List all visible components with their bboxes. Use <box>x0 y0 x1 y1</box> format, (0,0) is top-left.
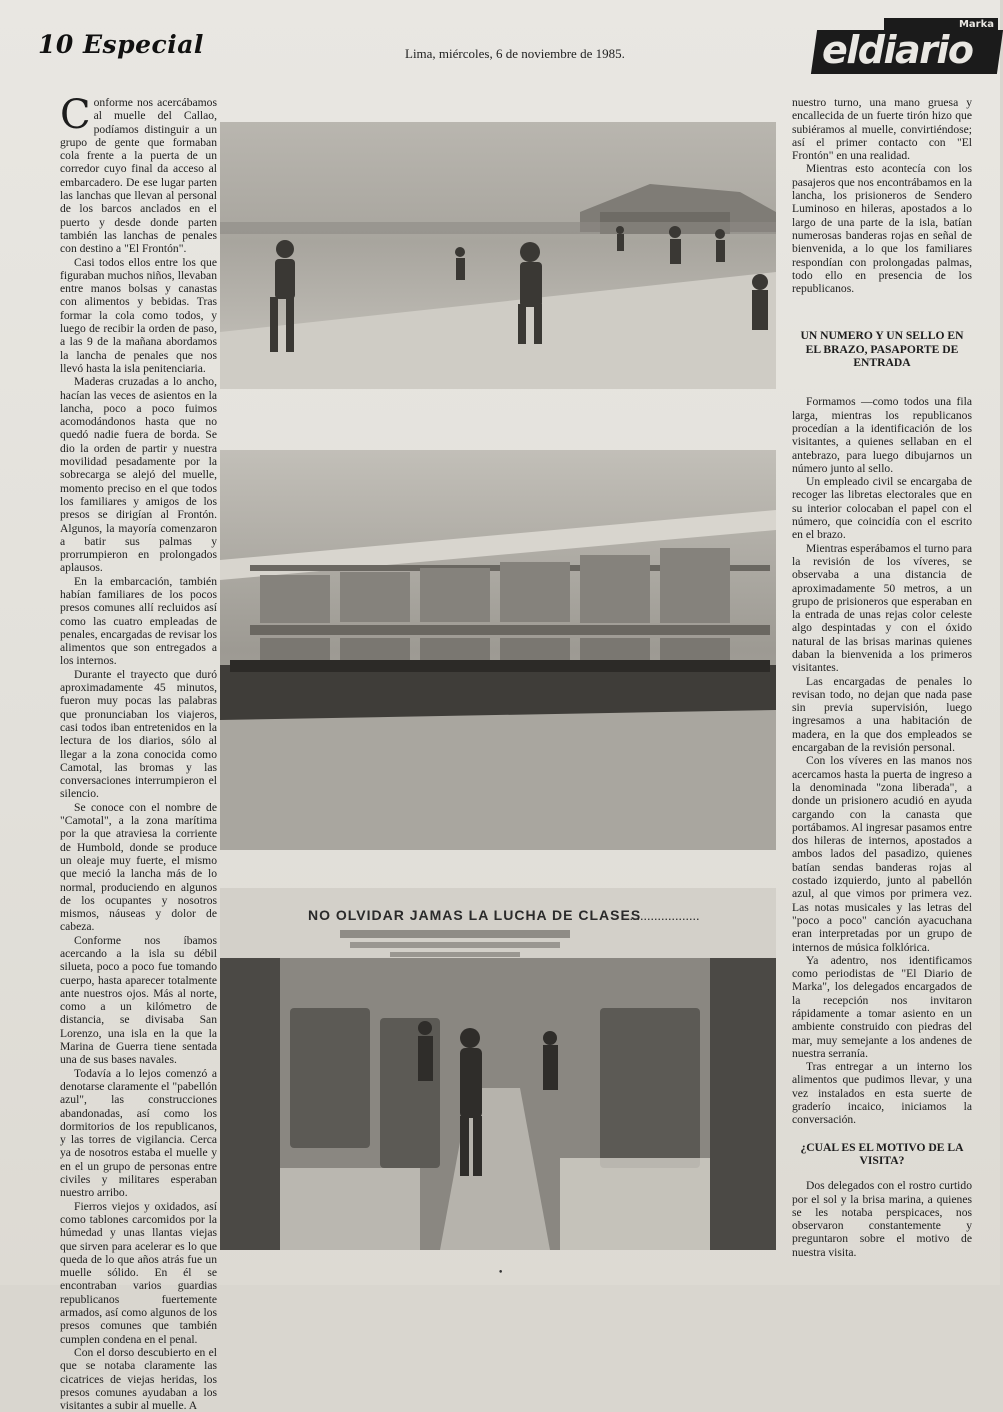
article-paragraph: En la embarcación, también habían familiares de los pocos presos comunes allí recluidos así como las cuatro empleadas de penales, encargadas de revisar los alimentos que son entregados a los internos. <box>60 574 217 668</box>
masthead <box>0 0 1000 78</box>
subheading: ¿CUAL ES EL MOTIVO DE LA VISITA? <box>800 1140 964 1167</box>
article-paragraph: Con el dorso descubierto en el que se notaba claramente las cicatrices de viejas heridas, los presos comunes ayudaban a los visitantes a subir al muelle. A <box>60 1345 217 1412</box>
photo-pavilion-assembly <box>220 450 776 850</box>
article-paragraph: Mientras esto acontecía con los pasajeros que nos encontrábamos en la lancha, los prisioneros de Sendero Luminoso en hileras, apostados a lo largo de una parte de la isla, batían numerosas banderas rojas en señal de bienvenida, a lo que los familiares respondían con prolongadas palmas, todo ello en presencia de los republicanos. <box>792 162 972 296</box>
article-paragraph: Con los víveres en las manos nos acercamos hasta la puerta de ingreso a la denominada "zona liberada", a donde un prisionero acudió en ayuda cargando con la canasta que portábamos. Al ingresar pasamos entre dos hileras de internos, apostados a ambos lados del pasadizo, quienes batían sendas banderas rojas al costado izquierdo, junto al pabellón azul, al que vimos por primera vez. Las notas musicales y las letras del "poco a poco" canción ayacuchana eran interpretadas por un grupo de internos de música folklórica. <box>792 754 972 954</box>
newspaper-logo <box>804 18 1000 76</box>
article-paragraph: Dos delegados con el rostro curtido por el sol y la brisa marina, a quienes se les notaba perspicaces, nos observaron constantemente y preguntaron sobre el motivo de nuestra visita. <box>792 1179 972 1259</box>
logo-super: Marka <box>884 18 998 32</box>
photo-prison-yard-image <box>220 122 776 389</box>
footer-bullet-icon: • <box>498 1268 504 1278</box>
logo-text: eldiario <box>822 28 973 72</box>
article-paragraph: Todavía a lo lejos comenzó a denotarse claramente el "pabellón azul", las construcciones abandonadas, así como los dormitorios de los republicanos, y las torres de vigilancia. Cerca ya de nosotros estaba el muelle y en el un grupo de personas entre civiles y militares esperaban nuestro arribo. <box>60 1066 217 1200</box>
photo-pavilion-assembly-image <box>220 450 776 850</box>
article-paragraph: Tras entregar a un interno los alimentos que pudimos llevar, y una vez instalados en esta suerte de graderío incaico, iniciamos la conversación. <box>792 1060 972 1127</box>
photo-prison-yard <box>220 122 776 389</box>
article-paragraph: Fierros viejos y oxidados, así como tablones carcomidos por la húmedad y unas llantas viejas que sirven para acelerar es lo que queda de lo que años atrás fue un muelle sólido. En él se encontraban varios guardias republicanos fuertemente armados, así como algunos de los presos comunes que también cumplen condena en el penal. <box>60 1199 217 1346</box>
article-paragraph: Mientras esperábamos el turno para la revisión de los víveres, se observaba a una distancia de aproximadamente 50 metros, a un grupo de prisioneros que esperaban en la entrada de unas rejas color celeste algo despintadas y con el óxido natural de las brisas marinas quienes daban la bienvenida a los primeros visitantes. <box>792 541 972 675</box>
article-paragraph: nuestro turno, una mano gruesa y encallecida de un fuerte tirón hizo que subiéramos al muelle, convirtiéndose; así el primer contacto con "El Frontón" en una realidad. <box>792 96 972 163</box>
article-paragraph: Las encargadas de penales lo revisan todo, no dejan que nada pase sin previa supervisión, luego ingresamos a una habitación de madera, en la que dos empleados se encargaban de la revisión personal. <box>792 674 972 755</box>
subheading: UN NUMERO Y UN SELLO EN EL BRAZO, PASAPORTE DE ENTRADA <box>800 329 964 370</box>
article-paragraph: Ya adentro, nos identificamos como periodistas de "El Diario de Marka", los delegados encargados de la recepción nos invitaron rápidamente a tomar asiento en un ambiente construido con piedras del mar, muy semejante a los andenes de nuestra serranía. <box>792 953 972 1060</box>
article-paragraph: Durante el trayecto que duró aproximadamente 45 minutos, fueron muy pocas las palabras que pronunciaban los viajeros, casi todos iban entretenidos en la lectura de los diarios, sólo al llegar a la zona conocida como Camotal, las bromas y las conversaciones interrumpieron el silencio. <box>60 667 217 801</box>
drop-cap: C <box>60 92 91 138</box>
dateline: Lima, miércoles, 6 de noviembre de 1985. <box>405 46 625 61</box>
article-paragraph: Casi todos ellos entre los que figuraban muchos niños, llevaban entre manos bolsas y canastas con alimentos y bebidas. Tras formar la cola como todos, y luego de recibir la orden de paso, a las 9 de la mañana abordamos la lancha de penales que nos llevó hasta la isla penitenciaria. <box>60 255 217 375</box>
article-paragraph: Un empleado civil se encargaba de recoger las libretas electorales que en su interior colocaban el papel con el número, que coincidía con el escrito en el brazo. <box>792 475 972 542</box>
banner-slogan-right: .................... <box>630 912 701 922</box>
article-paragraph: Conforme nos acercábamos al muelle del Callao, podíamos distinguir a un grupo de gente que formaban cola frente a la puerta de un corredor cuyo final da acceso al embarcadero. De ese lugar parten las lanchas que llevan al personal de los barcos anclados en el puerto y desde donde parten también las lanchas de penales con destino a "El Frontón". <box>60 92 217 256</box>
article-paragraph: Formamos —como todos una fila larga, mientras los republicanos procedían a la identificación de los visitantes, a quienes sellaban en el antebrazo, para luego dibujarnos un número junto al sello. <box>792 395 972 475</box>
banner-slogan: NO OLVIDAR JAMAS LA LUCHA DE CLASES <box>308 907 642 923</box>
section-title: 10 Especial <box>38 30 204 59</box>
left-column <box>60 92 217 1412</box>
photo-dormitory-banner <box>220 888 776 1250</box>
article-paragraph: Se conoce con el nombre de "Camotal", a la zona marítima por la que atraviesa la corriente de Humbold, donde se produce un oleaje muy fuerte, el mismo que meció la lancha más de lo normal, produciendo en algunos de los ocupantes y nosotros mismos, náuseas y dolor de cabeza. <box>60 800 217 934</box>
right-column <box>792 96 972 1259</box>
article-paragraph: Conforme nos íbamos acercando a la isla su débil silueta, poco a poco fue tomando cuerpo, hasta aparecer totalmente ante nuestros ojos. Más al norte, como a un kilómetro de distancia, se divisaba San Lorenzo, una isla en la que la Marina de Guerra tiene sentada una de sus bases navales. <box>60 933 217 1067</box>
photo-dormitory-banner-image <box>220 888 776 1250</box>
article-paragraph: Maderas cruzadas a lo ancho, hacían las veces de asientos en la lancha, poco a poco fuimos acomodándonos hasta que no quedó nadie fuera de borda. Se dio la orden de partir y nuestra movilidad pesadamente por la sobrecarga se alejó del muelle, momento preciso en el que todos los familiares y amigos de los presos se dirigían al Frontón. Algunos, la mayoría comenzaron a batir sus palmas y prorrumpieron en prolongados aplausos. <box>60 375 217 575</box>
